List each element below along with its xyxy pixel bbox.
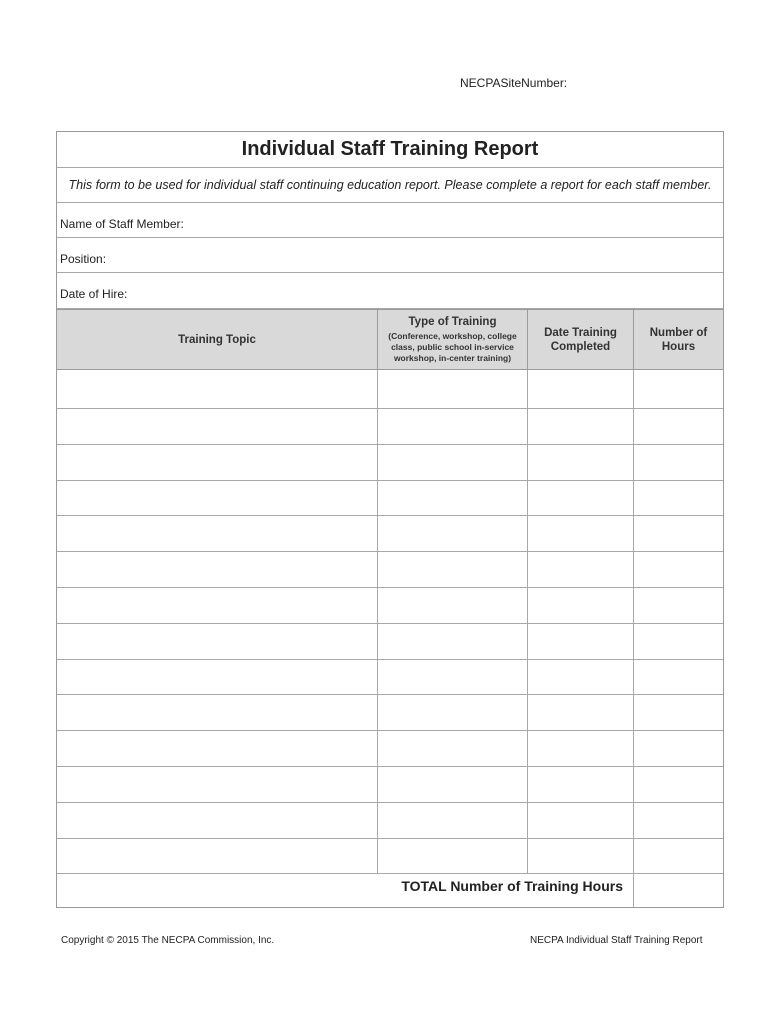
number-of-hours-cell[interactable] [634, 409, 723, 444]
type-of-training-cell[interactable] [378, 660, 528, 695]
number-of-hours-cell[interactable] [634, 803, 723, 838]
position-label: Position: [60, 252, 107, 266]
date-completed-cell[interactable] [528, 624, 634, 659]
type-of-training-cell[interactable] [378, 409, 528, 444]
col-label-training-topic: Training Topic [178, 333, 256, 346]
title-row [57, 132, 723, 168]
type-of-training-cell[interactable] [378, 767, 528, 802]
date-completed-cell[interactable] [528, 767, 634, 802]
number-of-hours-cell[interactable] [634, 695, 723, 730]
table-row [57, 731, 723, 767]
date-completed-cell[interactable] [528, 409, 634, 444]
type-of-training-cell[interactable] [378, 516, 528, 551]
table-header [57, 309, 723, 370]
total-label-cell [57, 873, 634, 907]
type-of-training-cell[interactable] [378, 370, 528, 408]
date-completed-cell[interactable] [528, 445, 634, 480]
type-of-training-cell[interactable] [378, 624, 528, 659]
table-body [57, 370, 723, 874]
training-topic-cell[interactable] [57, 767, 378, 802]
training-topic-cell[interactable] [57, 624, 378, 659]
date-completed-cell[interactable] [528, 552, 634, 587]
training-topic-cell[interactable] [57, 660, 378, 695]
date-completed-cell[interactable] [528, 660, 634, 695]
hire-date-label: Date of Hire: [60, 287, 128, 301]
total-label: TOTAL Number of Training Hours [401, 878, 623, 894]
number-of-hours-cell[interactable] [634, 552, 723, 587]
training-topic-cell[interactable] [57, 516, 378, 551]
number-of-hours-cell[interactable] [634, 481, 723, 516]
hire-date-field[interactable] [57, 273, 723, 309]
col-sublabel-type-of-training: (Conference, workshop, college class, public school in-service workshop, in-center training) [388, 331, 517, 363]
footer-copyright: Copyright © 2015 The NECPA Commission, Inc. [61, 935, 275, 946]
site-number-label: NECPASiteNumber: [460, 76, 568, 90]
form-title: Individual Staff Training Report [241, 138, 539, 160]
type-of-training-cell[interactable] [378, 445, 528, 480]
staff-name-field[interactable] [57, 203, 723, 238]
training-topic-cell[interactable] [57, 803, 378, 838]
col-header-training-topic [57, 310, 378, 369]
table-row [57, 624, 723, 660]
training-topic-cell[interactable] [57, 588, 378, 623]
date-completed-cell[interactable] [528, 516, 634, 551]
training-topic-cell[interactable] [57, 370, 378, 408]
number-of-hours-cell[interactable] [634, 624, 723, 659]
col-label-date-completed: Date Training Completed [544, 326, 617, 353]
number-of-hours-cell[interactable] [634, 839, 723, 874]
table-row [57, 409, 723, 445]
type-of-training-cell[interactable] [378, 839, 528, 874]
total-row [57, 873, 723, 907]
table-row [57, 588, 723, 624]
number-of-hours-cell[interactable] [634, 660, 723, 695]
date-completed-cell[interactable] [528, 803, 634, 838]
number-of-hours-cell[interactable] [634, 767, 723, 802]
footer-doc-name: NECPA Individual Staff Training Report [530, 935, 703, 946]
date-completed-cell[interactable] [528, 839, 634, 874]
table-row [57, 445, 723, 481]
number-of-hours-cell[interactable] [634, 370, 723, 408]
training-topic-cell[interactable] [57, 839, 378, 874]
form-instructions: This form to be used for individual staff continuing education report. Please complete a report for each staff member. [68, 178, 712, 192]
type-of-training-cell[interactable] [378, 695, 528, 730]
number-of-hours-cell[interactable] [634, 588, 723, 623]
type-of-training-cell[interactable] [378, 481, 528, 516]
date-completed-cell[interactable] [528, 370, 634, 408]
training-topic-cell[interactable] [57, 481, 378, 516]
training-topic-cell[interactable] [57, 552, 378, 587]
table-row [57, 516, 723, 552]
col-header-type-of-training [378, 310, 528, 369]
type-of-training-cell[interactable] [378, 731, 528, 766]
col-header-date-completed [528, 310, 634, 369]
training-topic-cell[interactable] [57, 731, 378, 766]
table-row [57, 695, 723, 731]
training-topic-cell[interactable] [57, 409, 378, 444]
col-label-type-of-training: Type of Training [408, 316, 497, 328]
table-row [57, 767, 723, 803]
number-of-hours-cell[interactable] [634, 445, 723, 480]
col-label-number-of-hours: Number of Hours [649, 326, 708, 353]
training-report-form [56, 131, 724, 908]
table-row [57, 370, 723, 409]
type-of-training-cell[interactable] [378, 803, 528, 838]
number-of-hours-cell[interactable] [634, 516, 723, 551]
col-header-number-of-hours [634, 310, 723, 369]
date-completed-cell[interactable] [528, 588, 634, 623]
date-completed-cell[interactable] [528, 481, 634, 516]
training-topic-cell[interactable] [57, 695, 378, 730]
staff-name-label: Name of Staff Member: [60, 217, 184, 231]
table-row [57, 481, 723, 517]
type-of-training-cell[interactable] [378, 588, 528, 623]
instructions-row [57, 168, 723, 203]
position-field[interactable] [57, 238, 723, 273]
total-hours-input[interactable] [634, 873, 723, 907]
table-row [57, 803, 723, 839]
date-completed-cell[interactable] [528, 695, 634, 730]
training-topic-cell[interactable] [57, 445, 378, 480]
type-of-training-cell[interactable] [378, 552, 528, 587]
table-row [57, 660, 723, 696]
number-of-hours-cell[interactable] [634, 731, 723, 766]
table-row [57, 839, 723, 875]
table-row [57, 552, 723, 588]
date-completed-cell[interactable] [528, 731, 634, 766]
